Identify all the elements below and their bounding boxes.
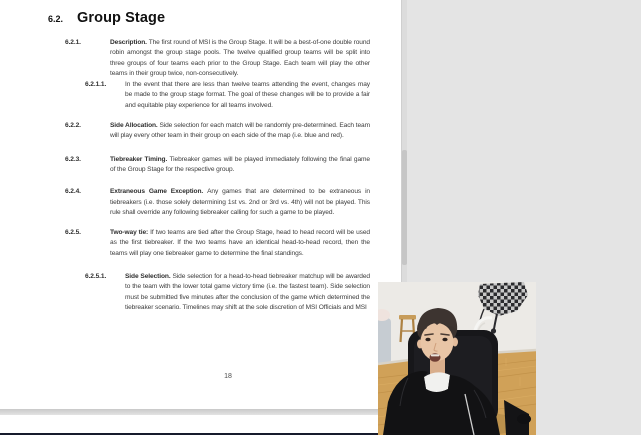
rule-body: In the event that there are less than twelve teams attending the event, changes may be made to the group stage format. The goal of these changes will be to provide a fair and equitable play experience for all teams involved. (125, 81, 370, 109)
section-number: 6.2. (48, 14, 64, 24)
rule-body: Any games that are determined to be extraneous in tiebreakers (i.e. those solely determining 1st vs. 2nd or 3rd vs. 4th) will not be played. This rule shall override any following tiebreaker calling for such a game to be played. (110, 188, 370, 216)
rule-item-6-2-3 (65, 155, 401, 176)
rule-text (125, 272, 370, 313)
rule-item-6-2-5-1 (85, 272, 401, 313)
rule-text (125, 80, 370, 111)
section-heading (0, 0, 401, 27)
rule-number: 6.2.3. (65, 155, 81, 163)
person-tshirt (424, 372, 450, 392)
rule-body: Side selection for each match will be randomly pre-determined. Each team will play every other team in their group on each side of the map (i.e. blue and red). (110, 122, 370, 140)
section-title: Group Stage (77, 10, 166, 26)
rule-body: Side selection for a head-to-head tiebreaker matchup will be awarded to the team with the lower total game victory time (i.e. the fastest team). Side selection must be submitted five minutes after the conclusion of the game which determined the tiebreaker scenario. Timelines may shift at the sole discretion of MSI Officials and MSI (125, 273, 370, 311)
rule-item-6-2-5 (65, 228, 401, 259)
rule-number: 6.2.1.1. (85, 81, 107, 89)
rule-number: 6.2.1. (65, 39, 81, 46)
rule-item-6-2-4 (65, 187, 401, 218)
rule-heading: Side Selection. (125, 273, 173, 281)
page-number: 18 (224, 373, 232, 380)
rule-heading: Side Allocation. (110, 122, 160, 130)
rule-number: 6.2.4. (65, 188, 81, 196)
rule-number: 6.2.2. (65, 122, 81, 130)
webcam-overlay (378, 282, 536, 435)
rule-text (110, 121, 370, 142)
rule-heading: Two-way tie: (110, 229, 151, 237)
rule-item-6-2-1 (65, 38, 401, 79)
rule-body: Tiebreaker games will be played immediately following the final game of the Group Stage for the respective group. (110, 155, 371, 173)
rule-number: 6.2.5. (65, 229, 81, 237)
rule-text (110, 228, 370, 259)
rule-number: 6.2.5.1. (85, 273, 107, 281)
rule-text (110, 155, 370, 176)
rule-heading: Tiebreaker Timing. (110, 155, 170, 163)
rule-body: If two teams are tied after the Group Stage, head to head record will be used as the first tiebreaker. If the two teams have an identical head-to-head record, then the teams will play one tiebreaker game to determine the final standings. (110, 229, 370, 257)
rule-item-6-2-2 (65, 121, 401, 142)
rule-body: The first round of MSI is the Group Stage. It will be a best-of-one double round robin amongst the group stage pools. The twelve qualified group teams will be split into three groups of four teams each prior to the Group Stage. Each team will play the other teams in their group twice, non-consecutively. (110, 39, 370, 77)
couch (378, 309, 391, 364)
rule-item-6-2-1-1 (85, 80, 401, 111)
webcam-video (378, 282, 536, 435)
rule-text (110, 38, 370, 79)
rule-text (110, 187, 370, 218)
next-page-top (0, 415, 402, 433)
rule-heading: Description. (110, 39, 149, 46)
rule-heading: Extraneous Game Exception. (110, 188, 208, 196)
scrollbar-thumb[interactable] (402, 150, 407, 265)
